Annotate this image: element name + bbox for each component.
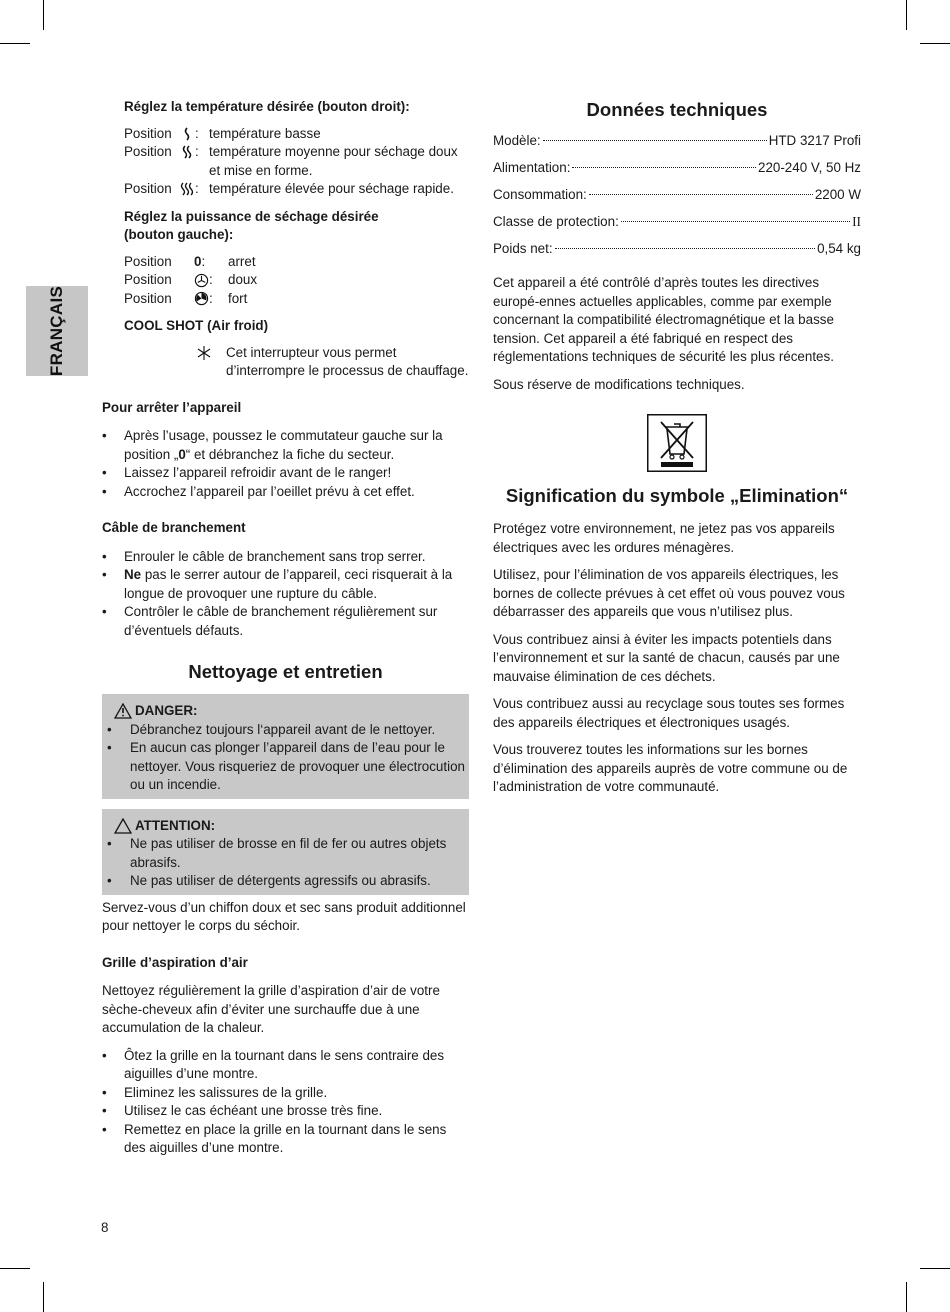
temperature-row — [124, 125, 469, 144]
cable-list — [102, 548, 469, 641]
conformity-text: Cet appareil a été contrôlé d’après toutes les directives europé-ennes actuelles applicables, comme par exemple concernant la compatibilité électromagnétique et la basse tension. Cet appareil a été fabriqué en respect des réglementations techniques de sécurité les plus récentes. — [493, 275, 834, 365]
spec-row — [493, 213, 861, 232]
elimination-paragraph: Vous contribuez ainsi à éviter les impacts potentiels dans l’environnement et sur la santé de chacun, causés par une mauvaise élimination de ces déchets. — [493, 631, 840, 684]
list-item: • Ne pas utiliser de brosse en fil de fer ou autres objets abrasifs. — [102, 835, 469, 872]
cleaning-heading: Nettoyage et entretien — [188, 661, 383, 682]
cool-shot-row — [124, 344, 469, 381]
position-label: Position — [124, 144, 172, 159]
dot-leader — [543, 140, 767, 141]
elimination-paragraph: Protégez votre environnement, ne jetez pas vos appareils électriques avec les ordures ménagères. — [493, 521, 835, 555]
left-column — [102, 98, 469, 1167]
danger-title — [102, 702, 469, 721]
grille-heading: Grille d’aspiration d’air — [102, 954, 248, 970]
list-item: • Eliminez les salissures de la grille. — [102, 1084, 469, 1103]
spec-value: II — [852, 213, 861, 229]
list-item: • Contrôler le câble de branchement régulièrement sur d’éventuels défauts. — [102, 603, 469, 640]
position-label: Position — [124, 181, 172, 196]
attention-title — [102, 817, 469, 836]
spec-row — [493, 186, 861, 205]
attention-list — [102, 835, 469, 891]
temperature-text: température moyenne pour séchage doux et mise en forme. — [209, 144, 458, 178]
page-number: 8 — [101, 1220, 109, 1235]
language-tab — [26, 286, 88, 376]
fan-low-icon: : — [194, 271, 228, 290]
heat-medium-icon: : — [179, 143, 209, 180]
power-off-symbol: 0: — [194, 253, 206, 269]
snowflake-icon — [196, 344, 226, 381]
crop-mark — [0, 1268, 30, 1269]
crop-mark — [920, 43, 950, 44]
crop-mark — [920, 1268, 950, 1269]
power-text: fort — [228, 290, 248, 306]
temperature-row — [124, 180, 469, 199]
tech-heading: Données techniques — [586, 99, 768, 120]
power-text: arret — [228, 253, 256, 269]
attention-box — [102, 809, 469, 895]
spec-label: Modèle: — [493, 133, 541, 148]
spec-label: Classe de protection: — [493, 213, 619, 229]
position-label: Position — [124, 272, 172, 287]
cool-shot-heading: COOL SHOT (Air froid) — [124, 318, 269, 333]
stop-list — [102, 427, 469, 501]
temperature-heading: Réglez la température désirée (bouton droit): — [124, 99, 410, 114]
cool-shot-text: Cet interrupteur vous permet d’interrompre le processus de chauffage. — [226, 344, 469, 378]
list-item: • Enrouler le câble de branchement sans trop serrer. — [102, 548, 469, 567]
spec-label: Consommation: — [493, 186, 587, 202]
list-item: • Laissez l’appareil refroidir avant de le ranger! — [102, 464, 469, 483]
power-heading-line2: (bouton gauche): — [124, 227, 234, 242]
temperature-text: température basse — [209, 125, 321, 141]
dot-leader — [555, 248, 816, 249]
spacer — [124, 344, 196, 381]
list-item: • Débranchez toujours l‘appareil avant de le nettoyer. — [102, 721, 469, 740]
fan-high-icon: : — [194, 290, 228, 309]
list-item: • Accrochez l’appareil par l’oeillet prévu à cet effet. — [102, 483, 469, 502]
spec-label: Poids net: — [493, 240, 553, 256]
position-label: Position — [124, 125, 172, 141]
right-column — [493, 98, 861, 806]
elimination-paragraph: Vous contribuez aussi au recyclage sous toutes ses formes des appareils électriques et électroniques usagés. — [493, 696, 845, 730]
spec-value: HTD 3217 Profi — [768, 133, 861, 148]
heat-high-icon: : — [179, 180, 209, 199]
dot-leader — [621, 221, 850, 222]
spec-value: 220-240 V, 50 Hz — [758, 159, 861, 175]
spec-label: Alimentation: — [493, 159, 571, 175]
heat-low-icon: : — [179, 125, 209, 144]
elimination-heading: Signification du symbole „Elimination“ — [505, 485, 849, 507]
power-row — [124, 271, 469, 290]
spec-row — [493, 159, 861, 178]
list-item: • Après l’usage, poussez le commutateur gauche sur la position „0“ et débranchez la fiche du secteur. — [102, 427, 469, 464]
list-item: • Ne pas utiliser de détergents agressifs ou abrasifs. — [102, 872, 469, 891]
caution-icon — [114, 818, 132, 834]
stop-heading: Pour arrêter l’appareil — [102, 399, 242, 415]
position-label: Position — [124, 290, 172, 306]
power-row — [124, 253, 469, 272]
power-row — [124, 290, 469, 309]
temperature-row — [124, 143, 469, 180]
list-item: • Utilisez le cas échéant une brosse très fine. — [102, 1102, 469, 1121]
danger-box — [102, 694, 469, 799]
dot-leader — [589, 194, 813, 195]
grille-list — [102, 1047, 469, 1158]
spec-row — [493, 240, 861, 259]
warning-icon — [114, 703, 132, 719]
temperature-text: température élevée pour séchage rapide. — [209, 181, 454, 196]
list-item: • Ôtez la grille en la tournant dans le sens contraire des aiguilles d’une montre. — [102, 1047, 469, 1084]
cable-heading: Câble de branchement — [102, 520, 246, 535]
elimination-paragraph: Utilisez, pour l’élimination de vos appareils électriques, les bornes de collecte prévues à cet effet où vous pouvez vous débarrasser des appareils que vous n’utilisez plus. — [493, 567, 845, 620]
elimination-paragraph: Vous trouverez toutes les informations sur les bornes d’élimination des appareils auprès de votre commune ou de l’administration de votre communauté. — [493, 742, 848, 795]
spec-value: 0,54 kg — [817, 240, 861, 256]
danger-list — [102, 721, 469, 795]
list-item: • Ne pas le serrer autour de l’appareil, ceci risquerait à la longue de provoquer une rupture du câble. — [102, 566, 469, 603]
crop-mark — [43, 1282, 44, 1312]
reserve-text: Sous réserve de modifications techniques. — [493, 376, 745, 392]
crop-mark — [906, 0, 907, 30]
power-text: doux — [228, 272, 258, 287]
list-item: • En aucun cas plonger l’appareil dans de l’eau pour le nettoyer. Vous risqueriez de provoquer une électrocution ou un incendie. — [102, 739, 469, 795]
weee-bin-icon — [647, 414, 707, 472]
crop-mark — [0, 43, 30, 44]
crop-mark — [906, 1282, 907, 1312]
grille-text: Nettoyez régulièrement la grille d’aspiration d’air de votre sèche-cheveux afin d’éviter une surchauffe due à une accumulation de la chaleur. — [102, 983, 440, 1035]
clean-text: Servez-vous d’un chiffon doux et sec sans produit additionnel pour nettoyer le corps du séchoir. — [102, 899, 466, 933]
attention-label: ATTENTION: — [135, 817, 216, 833]
crop-mark — [43, 0, 44, 30]
spec-row — [493, 132, 861, 151]
power-heading: Réglez la puissance de séchage désirée — [124, 208, 379, 224]
position-label: Position — [124, 253, 172, 269]
danger-label: DANGER: — [135, 703, 198, 718]
language-tab-label: FRANÇAIS — [46, 285, 66, 377]
power-off-label: 0 — [194, 253, 202, 269]
list-item: • Remettez en place la grille en la tournant dans le sens des aiguilles d’une montre. — [102, 1121, 469, 1158]
temperature-section — [124, 98, 469, 381]
spec-value: 2200 W — [814, 186, 861, 202]
dot-leader — [572, 167, 756, 168]
